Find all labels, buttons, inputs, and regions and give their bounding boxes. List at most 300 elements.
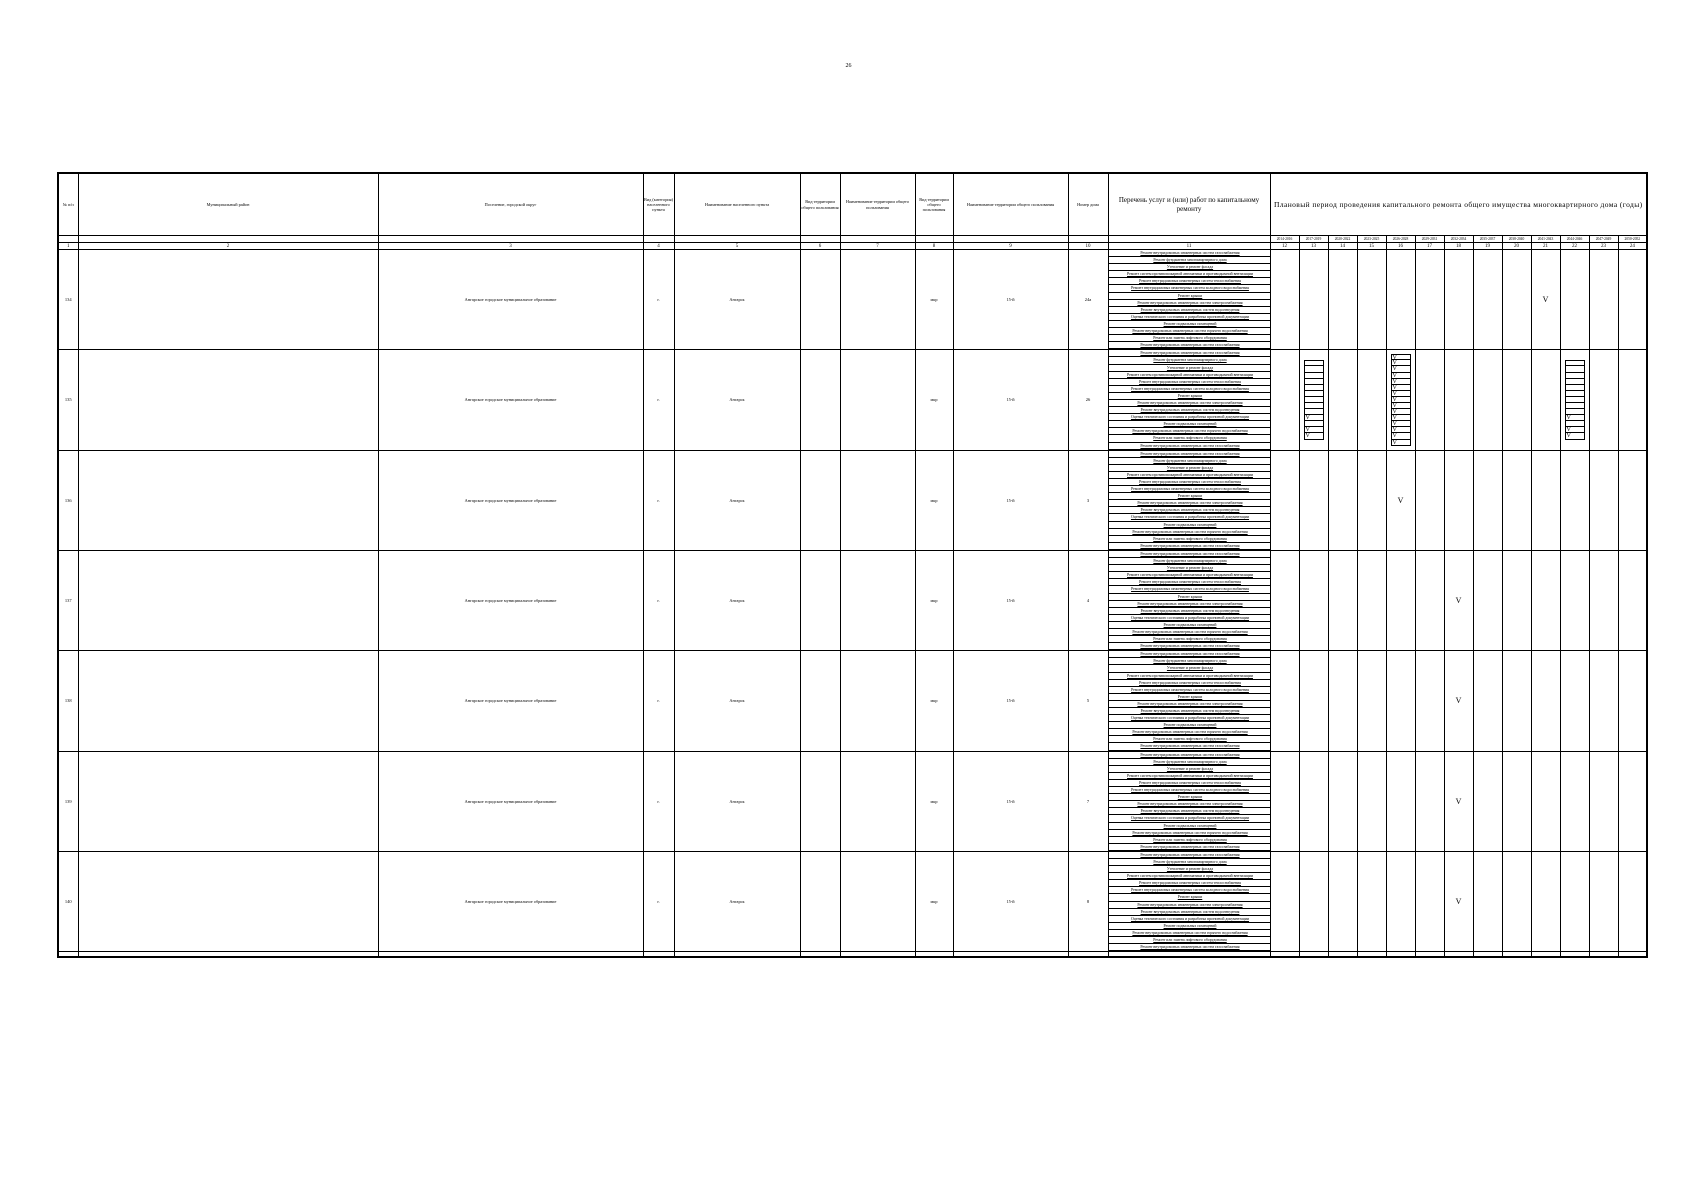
year-cell [1415,250,1444,350]
year-mark-box: V [1391,360,1411,366]
year-cell [1618,651,1647,751]
work-item: Ремонт внутридомовых инженерных систем газоснабжения [1109,543,1270,550]
year-cell [1618,550,1647,650]
work-item: Ремонт внутридомовых инженерных систем электроснабжения [1109,500,1270,507]
header-locality-type: Вид (категория) населенного пункта [643,173,674,236]
house-number-cell: 8 [1068,851,1108,951]
work-item: Оценка технического состояния и разработка проектной документации [1109,715,1270,722]
column-number: 10 [1068,243,1108,250]
work-item: Ремонт или замена лифтового оборудования [1109,335,1270,342]
locality-type-cell: г. [643,751,674,851]
column-number: 3 [378,243,643,250]
work-item: Ремонт внутридомовых инженерных систем холодного водоснабжения [1109,386,1270,393]
work-item: Ремонт крыши [1109,694,1270,701]
work-item: Ремонт фундамента многоквартирного дома [1109,458,1270,465]
work-item: Ремонт или замена лифтового оборудования [1109,736,1270,743]
house-number-cell: 24а [1068,250,1108,350]
year-cell [1270,751,1299,851]
settlement-cell: Ангарское городское муниципальное образование [378,751,643,851]
continuation-row [58,952,1647,958]
work-item: Ремонт внутридомовых инженерных систем газоснабжения [1109,752,1270,759]
work-item: Ремонт крыши [1109,894,1270,901]
territory-name-cell [840,550,915,650]
column-numbers-row [58,243,1647,250]
year-range-cell: 2026-2028 [1386,236,1415,243]
work-item: Ремонт или замена лифтового оборудования [1109,536,1270,543]
year-cell [1444,250,1473,350]
year-cell [1357,751,1386,851]
year-cell [1328,450,1357,550]
column-number: 24 [1618,243,1647,250]
year-cell [1386,550,1415,650]
year-cell [1415,751,1444,851]
year-cell [1502,450,1531,550]
header-territory-type: Вид территории общего пользования [800,173,840,236]
work-item: Ремонт подвальных помещений [1109,923,1270,930]
municipal-district-cell [78,651,378,751]
column-number: 16 [1386,243,1415,250]
work-item: Ремонт подвальных помещений [1109,722,1270,729]
header-territory-name: Наименование территории общего пользования [840,173,915,236]
year-cell [1357,550,1386,650]
work-item: Ремонт фундамента многоквартирного дома [1109,558,1270,565]
year-cell [1502,550,1531,650]
continuation-cell [78,952,378,958]
header-territory-name-2: Наименование территории общего пользования [953,173,1068,236]
year-cell [1531,250,1560,350]
works-list-cell [1108,250,1270,350]
work-item: Утепление и ремонт фасада [1109,565,1270,572]
year-cell [1415,550,1444,650]
row-number: 136 [58,450,78,550]
territory-type-cell [800,450,840,550]
work-item: Ремонт систем противопожарной автоматики и противодымной вентиляции [1109,873,1270,880]
table-row [58,651,1647,751]
year-cell [1502,350,1531,450]
settlement-cell: Ангарское городское муниципальное образование [378,450,643,550]
continuation-cell [1108,952,1270,958]
year-cell [1473,651,1502,751]
header-locality-name: Наименование населенного пункта [674,173,800,236]
year-mark: V [1455,796,1462,806]
year-cell [1299,450,1328,550]
year-cell [1415,350,1444,450]
locality-type-cell: г. [643,550,674,650]
territory-name-2-cell: 15-й [953,350,1068,450]
work-item: Ремонт внутридомовых инженерных систем электроснабжения [1109,400,1270,407]
year-mark: V [1455,897,1462,907]
year-mark-box: V [1304,415,1324,421]
work-item: Ремонт фундамента многоквартирного дома [1109,257,1270,264]
year-mark-box: V [1304,427,1324,433]
work-item: Ремонт внутридомовых инженерных систем газоснабжения [1109,651,1270,658]
works-list-cell [1108,550,1270,650]
year-range-cell: 2044-2046 [1560,236,1589,243]
year-cell [1270,450,1299,550]
locality-type-cell: г. [643,450,674,550]
continuation-cell [643,952,674,958]
year-cell [1270,550,1299,650]
year-cell [1415,450,1444,550]
year-cell [1560,450,1589,550]
settlement-cell: Ангарское городское муниципальное образование [378,651,643,751]
territory-type-2-cell: мкр [915,250,953,350]
year-cell [1589,651,1618,751]
work-item: Ремонт внутридомовых инженерных систем горячего водоснабжения [1109,629,1270,636]
settlement-cell: Ангарское городское муниципальное образование [378,550,643,650]
year-cell [1560,550,1589,650]
year-cell [1386,350,1415,450]
work-item: Ремонт или замена лифтового оборудования [1109,636,1270,643]
year-cell [1299,651,1328,751]
locality-name-cell: Ангарск [674,350,800,450]
territory-type-2-cell: мкр [915,550,953,650]
year-cell [1560,651,1589,751]
year-cell [1473,250,1502,350]
year-cell [1444,350,1473,450]
row-number: 140 [58,851,78,951]
work-item: Ремонт внутридомовых инженерных систем газоснабжения [1109,944,1270,951]
continuation-cell [840,952,915,958]
territory-name-cell [840,851,915,951]
work-item: Ремонт систем противопожарной автоматики и противодымной вентиляции [1109,472,1270,479]
years-spacer [674,236,800,243]
work-item: Ремонт крыши [1109,594,1270,601]
years-spacer [1108,236,1270,243]
work-item: Ремонт или замена лифтового оборудования [1109,435,1270,442]
year-mark-box: V [1391,415,1411,421]
work-item: Ремонт внутридомовых инженерных систем водоотведения [1109,507,1270,514]
capital-repair-table [57,172,1648,958]
work-item: Ремонт внутридомовых инженерных систем холодного водоснабжения [1109,285,1270,292]
year-mark-box: V [1391,403,1411,409]
header-num: № п/п [58,173,78,236]
year-cell [1328,651,1357,751]
work-item: Ремонт внутридомовых инженерных систем электроснабжения [1109,902,1270,909]
year-mark-box: V [1565,415,1585,421]
year-cell [1531,550,1560,650]
year-mark-box: V [1391,391,1411,397]
years-spacer [915,236,953,243]
year-range-cell: 2047-2049 [1589,236,1618,243]
table-row [58,350,1647,450]
years-spacer [643,236,674,243]
continuation-cell [58,952,78,958]
year-cell [1415,651,1444,751]
work-item: Ремонт систем противопожарной автоматики и противодымной вентиляции [1109,271,1270,278]
table-row [58,851,1647,951]
work-item: Ремонт внутридомовых инженерных систем холодного водоснабжения [1109,787,1270,794]
work-item: Ремонт подвальных помещений [1109,622,1270,629]
locality-type-cell: г. [643,651,674,751]
continuation-cell [1502,952,1531,958]
territory-name-2-cell: 15-й [953,450,1068,550]
year-cell [1473,450,1502,550]
year-mark: V [1397,495,1404,505]
work-item: Ремонт внутридомовых инженерных систем горячего водоснабжения [1109,930,1270,937]
year-cell [1270,851,1299,951]
year-mark: V [1455,596,1462,606]
row-number: 139 [58,751,78,851]
territory-type-2-cell: мкр [915,350,953,450]
year-cell [1531,851,1560,951]
municipal-district-cell [78,350,378,450]
year-mark-box: V [1391,433,1411,439]
year-range-cell: 2014-2016 [1270,236,1299,243]
year-cell [1589,851,1618,951]
year-cell [1386,851,1415,951]
row-number: 137 [58,550,78,650]
year-mark: V [1455,696,1462,706]
territory-type-2-cell: мкр [915,450,953,550]
work-item: Ремонт внутридомовых инженерных систем водоотведения [1109,307,1270,314]
locality-name-cell: Ангарск [674,651,800,751]
year-mark-box: V [1391,409,1411,415]
works-list-cell [1108,751,1270,851]
work-item: Ремонт фундамента многоквартирного дома [1109,759,1270,766]
continuation-cell [800,952,840,958]
municipal-district-cell [78,851,378,951]
work-item: Ремонт внутридомовых инженерных систем газоснабжения [1109,350,1270,357]
work-item: Ремонт внутридомовых инженерных систем газоснабжения [1109,852,1270,859]
work-item: Ремонт внутридомовых инженерных систем электроснабжения [1109,300,1270,307]
year-cell [1386,450,1415,550]
years-spacer [1068,236,1108,243]
continuation-cell [1589,952,1618,958]
settlement-cell: Ангарское городское муниципальное образование [378,350,643,450]
year-range-cell: 2023-2025 [1357,236,1386,243]
territory-type-cell [800,751,840,851]
column-number: 6 [800,243,840,250]
work-item: Утепление и ремонт фасада [1109,665,1270,672]
work-item: Ремонт внутридомовых инженерных систем водоотведения [1109,608,1270,615]
locality-type-cell: г. [643,250,674,350]
work-item: Ремонт внутридомовых инженерных систем теплоснабжения [1109,379,1270,386]
header-row [58,173,1647,236]
territory-name-2-cell: 15-й [953,550,1068,650]
work-item: Ремонт внутридомовых инженерных систем горячего водоснабжения [1109,529,1270,536]
year-range-cell: 2032-2034 [1444,236,1473,243]
column-number: 9 [953,243,1068,250]
year-cell [1357,450,1386,550]
years-spacer [378,236,643,243]
work-item: Ремонт внутридомовых инженерных систем горячего водоснабжения [1109,328,1270,335]
year-mark-box: V [1391,385,1411,391]
year-cell [1531,450,1560,550]
house-number-cell: 5 [1068,651,1108,751]
work-item: Утепление и ремонт фасада [1109,264,1270,271]
continuation-cell [1473,952,1502,958]
year-cell [1531,350,1560,450]
territory-type-cell [800,651,840,751]
year-cell [1357,851,1386,951]
header-territory-type-2: Вид территории общего пользования [915,173,953,236]
years-spacer [78,236,378,243]
territory-name-2-cell: 15-й [953,851,1068,951]
year-mark-box: V [1565,433,1585,439]
year-cell [1357,350,1386,450]
territory-name-cell [840,350,915,450]
year-cell [1618,851,1647,951]
year-mark-box: V [1565,427,1585,433]
locality-name-cell: Ангарск [674,450,800,550]
row-number: 135 [58,350,78,450]
header-house-number: Номер дома [1068,173,1108,236]
work-item: Ремонт внутридомовых инженерных систем горячего водоснабжения [1109,428,1270,435]
territory-type-2-cell: мкр [915,751,953,851]
year-cell [1299,851,1328,951]
work-item: Ремонт крыши [1109,794,1270,801]
municipal-district-cell [78,550,378,650]
year-mark-box: V [1391,397,1411,403]
work-item: Ремонт внутридомовых инженерных систем водоотведения [1109,407,1270,414]
locality-name-cell: Ангарск [674,851,800,951]
year-cell [1270,651,1299,751]
year-mark-box: V [1391,440,1411,446]
house-number-cell: 26 [1068,350,1108,450]
work-item: Ремонт внутридомовых инженерных систем холодного водоснабжения [1109,486,1270,493]
work-item: Утепление и ремонт фасада [1109,866,1270,873]
column-number: 4 [643,243,674,250]
column-number: 2 [78,243,378,250]
settlement-cell: Ангарское городское муниципальное образование [378,250,643,350]
column-number: 19 [1473,243,1502,250]
territory-name-2-cell: 15-й [953,651,1068,751]
column-number: 1 [58,243,78,250]
continuation-cell [1270,952,1299,958]
work-item: Ремонт внутридомовых инженерных систем газоснабжения [1109,743,1270,750]
year-mark: V [1542,295,1549,305]
row-number: 134 [58,250,78,350]
year-cell [1386,751,1415,851]
territory-type-cell [800,350,840,450]
locality-name-cell: Ангарск [674,550,800,650]
year-cell [1589,550,1618,650]
year-cell [1444,851,1473,951]
work-item: Ремонт внутридомовых инженерных систем теплоснабжения [1109,880,1270,887]
year-cell [1531,751,1560,851]
continuation-cell [1531,952,1560,958]
column-number: 14 [1328,243,1357,250]
years-spacer [800,236,840,243]
continuation-cell [915,952,953,958]
continuation-cell [1328,952,1357,958]
year-mark-stack [1561,360,1589,439]
year-range-cell: 2035-2037 [1473,236,1502,243]
work-item: Оценка технического состояния и разработка проектной документации [1109,314,1270,321]
work-item: Ремонт внутридомовых инженерных систем теплоснабжения [1109,780,1270,787]
continuation-cell [1068,952,1108,958]
year-cell [1560,350,1589,450]
year-mark-stack [1387,354,1415,445]
year-range-cell: 2017-2019 [1299,236,1328,243]
works-list-cell [1108,350,1270,450]
territory-name-2-cell: 15-й [953,751,1068,851]
work-item: Ремонт крыши [1109,393,1270,400]
work-item: Ремонт фундамента многоквартирного дома [1109,357,1270,364]
column-number: 8 [915,243,953,250]
work-item: Ремонт подвальных помещений [1109,321,1270,328]
territory-type-cell [800,250,840,350]
continuation-cell [1444,952,1473,958]
year-cell [1502,250,1531,350]
year-cell [1560,751,1589,851]
territory-name-2-cell: 15-й [953,250,1068,350]
work-item: Утепление и ремонт фасада [1109,465,1270,472]
year-cell [1589,751,1618,851]
table-row [58,751,1647,851]
years-row [58,236,1647,243]
work-item: Оценка технического состояния и разработка проектной документации [1109,916,1270,923]
locality-name-cell: Ангарск [674,250,800,350]
year-mark-box: V [1391,366,1411,372]
work-item: Ремонт подвальных помещений [1109,421,1270,428]
row-number: 138 [58,651,78,751]
column-number: 17 [1415,243,1444,250]
work-item: Ремонт внутридомовых инженерных систем газоснабжения [1109,250,1270,257]
year-cell [1618,350,1647,450]
column-number: 18 [1444,243,1473,250]
column-number: 13 [1299,243,1328,250]
year-cell [1299,550,1328,650]
header-works-list: Перечень услуг и (или) работ по капитальному ремонту [1108,173,1270,236]
work-item: Ремонт или замена лифтового оборудования [1109,937,1270,944]
year-cell [1444,450,1473,550]
years-spacer [840,236,915,243]
territory-name-cell [840,751,915,851]
work-item: Ремонт внутридомовых инженерных систем холодного водоснабжения [1109,687,1270,694]
year-range-cell: 2020-2022 [1328,236,1357,243]
work-item: Ремонт внутридомовых инженерных систем теплоснабжения [1109,479,1270,486]
territory-type-2-cell: мкр [915,851,953,951]
house-number-cell: 4 [1068,550,1108,650]
work-item: Ремонт внутридомовых инженерных систем горячего водоснабжения [1109,830,1270,837]
year-cell [1357,651,1386,751]
year-cell [1618,450,1647,550]
house-number-cell: 7 [1068,751,1108,851]
territory-type-2-cell: мкр [915,651,953,751]
work-item: Ремонт внутридомовых инженерных систем холодного водоснабжения [1109,586,1270,593]
works-list-cell [1108,851,1270,951]
work-item: Ремонт систем противопожарной автоматики и противодымной вентиляции [1109,572,1270,579]
continuation-cell [1357,952,1386,958]
year-cell [1560,851,1589,951]
work-item: Ремонт систем противопожарной автоматики и противодымной вентиляции [1109,372,1270,379]
year-cell [1618,751,1647,851]
work-item: Ремонт внутридомовых инженерных систем газоснабжения [1109,443,1270,450]
work-item: Ремонт или замена лифтового оборудования [1109,837,1270,844]
year-range-cell: 2041-2043 [1531,236,1560,243]
work-item: Ремонт внутридомовых инженерных систем водоотведения [1109,708,1270,715]
year-cell [1589,350,1618,450]
column-number: 22 [1560,243,1589,250]
column-number: 11 [1108,243,1270,250]
work-item: Ремонт систем противопожарной автоматики и противодымной вентиляции [1109,773,1270,780]
work-item: Ремонт внутридомовых инженерных систем горячего водоснабжения [1109,729,1270,736]
work-item: Ремонт фундамента многоквартирного дома [1109,859,1270,866]
work-item: Утепление и ремонт фасада [1109,766,1270,773]
work-item: Ремонт внутридомовых инженерных систем электроснабжения [1109,801,1270,808]
year-cell [1473,550,1502,650]
year-mark-box: V [1391,379,1411,385]
years-spacer [58,236,78,243]
year-cell [1444,751,1473,851]
year-cell [1444,550,1473,650]
year-cell [1502,851,1531,951]
continuation-cell [378,952,643,958]
year-cell [1560,250,1589,350]
work-item: Ремонт внутридомовых инженерных систем водоотведения [1109,909,1270,916]
